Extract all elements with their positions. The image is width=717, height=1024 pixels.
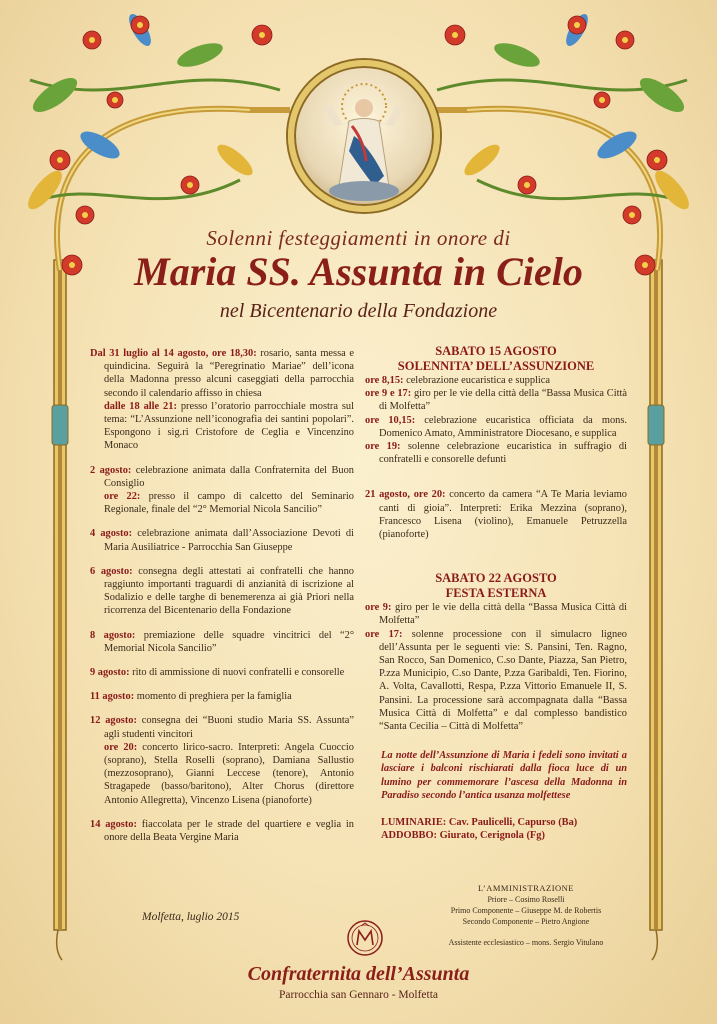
- day1-item: ore 10,15: celebrazione eucaristica officiata da mons. Domenico Amato, Amministratore Diocesano, e supplica: [365, 414, 627, 439]
- entry-6-agosto: 6 agosto: consegna degli attestati ai confratelli che hanno raggiunto importanti traguardi di anzianità di iscrizione al Sodalizio e delle targhe di benemerenza ai già Priori nella ricorrenza del Bicentenario della Fondazione: [90, 565, 354, 617]
- concert-21-agosto: 21 agosto, ore 20: concerto da camera “A Te Maria leviamo canti di gioia”. Interpreti: Erika Mezzina (soprano), Francesco Lisena (violino), Emanuele Petruzzella (pianoforte): [365, 489, 627, 541]
- entry-11-agosto: 11 agosto: momento di preghiera per la famiglia: [90, 691, 292, 703]
- entry-2-agosto-ore22: ore 22: presso il campo di calcetto del Seminario Regionale, finale del “2° Memorial Nicola Sancilio”: [104, 491, 354, 516]
- day1-title: SABATO 15 AGOSTO: [435, 344, 557, 358]
- day1-item: ore 8,15: celebrazione eucaristica e supplica: [365, 375, 551, 386]
- entry-8-agosto: 8 agosto: premiazione delle squadre vincitrici del “2° Memorial Nicola Sancilio”: [90, 629, 354, 654]
- day2-title: SABATO 22 AGOSTO: [435, 571, 557, 586]
- assumption-medallion: [288, 60, 440, 212]
- day2-subtitle: FESTA ESTERNA: [445, 586, 547, 601]
- entry-4-agosto: 4 agosto: celebrazione animata dall’Associazione Devoti di Maria Ausiliatrice - Parrocchia San Giuseppe: [90, 528, 354, 553]
- admin-title: L’AMMINISTRAZIONE: [477, 883, 574, 893]
- secondo-componente: Secondo Componente – Pietro Angione: [462, 917, 590, 926]
- day2-item: ore 17: solenne processione con il simulacro ligneo dell’Assunta per le seguenti vie: S. Pansini, Ten. Ragno, San Rocco, San Domenico, C.so Dante, Piazza, San Pietro, P.zza Municipio, C.so Dante, P.zza Garibaldi, Ten. Fiorino, A. Volta, Cavallotti, Respa, P.zza Vittorio Emanuele II, S. Pansini. La processione sarà accompagnata dalla “Bassa Musica Città di Molfetta” e dal complesso bandistico “Santa Cecilia – Città di Molfetta”: [365, 628, 627, 733]
- title-line-3: nel Bicentenario della Fondazione: [219, 300, 498, 322]
- entry-mostra: dalle 18 alle 21: presso l’oratorio parrocchiale mostra sul tema: “L’Assunzione nell’iconografia dei santini popolari”. Espongono i sig.ri Cristofore de Ceglia e Vincenzino Monaco: [104, 400, 354, 452]
- day1-item: ore 19: solenne celebrazione eucaristica in suffragio di confratelli e consorelle defunti: [365, 441, 627, 466]
- parrocchia-name: Parrocchia san Gennaro - Molfetta: [278, 989, 439, 1001]
- left-program-column: [90, 347, 354, 855]
- title-line-1: Solenni festeggiamenti in onore di: [206, 226, 511, 250]
- primo-componente: Primo Componente – Giuseppe M. de Robertis: [450, 906, 602, 915]
- priore: Priore – Cosimo Roselli: [487, 895, 565, 904]
- day2-item: ore 9: giro per le vie della città della “Bassa Musica Città di Molfetta”: [365, 602, 627, 627]
- madonna-figure-icon: [294, 66, 434, 206]
- day1-subtitle: SOLENNITA’ DELL’ASSUNZIONE: [397, 359, 595, 373]
- entry-2-agosto: 2 agosto: celebrazione animata dalla Confraternita del Buon Consiglio ore 22: presso il campo di calcetto del Seminario Regionale, finale del “2° Memorial Nicola Sancilio”: [90, 464, 354, 516]
- right-program-column: [365, 344, 627, 842]
- entry-12-agosto: 12 agosto: consegna dei “Buoni studio Maria SS. Assunta” agli studenti vincitori ore 20: concerto lirico-sacro. Interpreti: Angela Cuoccio (soprano), Stella Roselli (soprano), Damiana Sallustio (mezzosoprano), Gianni Leccese (tenore), Antonio Stragapede (basso/baritono), Alter Chorus (direttore Antonio Allegretta), Vincenzo Lisena (pianoforte): [90, 715, 354, 806]
- entry-31-luglio: Dal 31 luglio al 14 agosto, ore 18,30: rosario, santa messa e quindicina. Seguirà la “Peregrinatio Mariae” dell’icona della Madonna presso alcuni caseggiati della parrocchia secondo il calendario affisso in chiesa dalle 18 alle 21: presso l’oratorio parrocchiale mostra sul tema: “L’Assunzione nell’iconografia dei santini popolari”. Espongono i sig.ri Cristofore de Ceglia e Vincenzino Monaco: [90, 348, 354, 452]
- confraternita-name: Confraternita dell’Assunta: [247, 963, 470, 985]
- luminarie-credit: LUMINARIE: Cav. Paulicelli, Capurso (Ba): [381, 817, 578, 829]
- assistente: Assistente ecclesiastico – mons. Sergio Vitulano: [448, 938, 604, 947]
- entry-14-agosto: 14 agosto: fiaccolata per le strade del quartiere e veglia in onore della Beata Vergine Maria: [90, 818, 355, 844]
- entry-9-agosto: 9 agosto: rito di ammissione di nuovi confratelli e consorelle: [90, 667, 345, 679]
- administration-block: [436, 883, 616, 948]
- title-main: Maria SS. Assunta in Cielo: [134, 249, 583, 294]
- place-date: Molfetta, luglio 2015: [142, 911, 240, 923]
- day2-items: [365, 601, 627, 733]
- confraternita-seal-icon: [345, 918, 385, 958]
- day1-items: [365, 374, 627, 466]
- day1-item: ore 9 e 17: giro per le vie della città della “Bassa Musica Città di Molfetta”: [365, 388, 627, 413]
- addobbo-credit: ADDOBBO: Giurato, Cerignola (Fg): [381, 830, 545, 842]
- left-gold-column: [52, 260, 68, 930]
- right-gold-column: [648, 260, 664, 930]
- balconi-note: La notte dell’Assunzione di Maria i fedeli sono invitati a lasciare i balconi rischiarati dalla fioca luce di un lumino per commemorare l’ascesa della Madonna in Paradiso secondo l’antica usanza molfettese: [381, 750, 627, 801]
- entry-12-agosto-ore20: ore 20: concerto lirico-sacro. Interpreti: Angela Cuoccio (soprano), Stella Roselli (soprano), Damiana Sallustio (mezzosoprano), Gianni Leccese (tenore), Antonio Stragapede (basso/baritono), Alter Chorus (direttore Antonio Allegretta), Vincenzo Lisena (pianoforte): [104, 741, 354, 806]
